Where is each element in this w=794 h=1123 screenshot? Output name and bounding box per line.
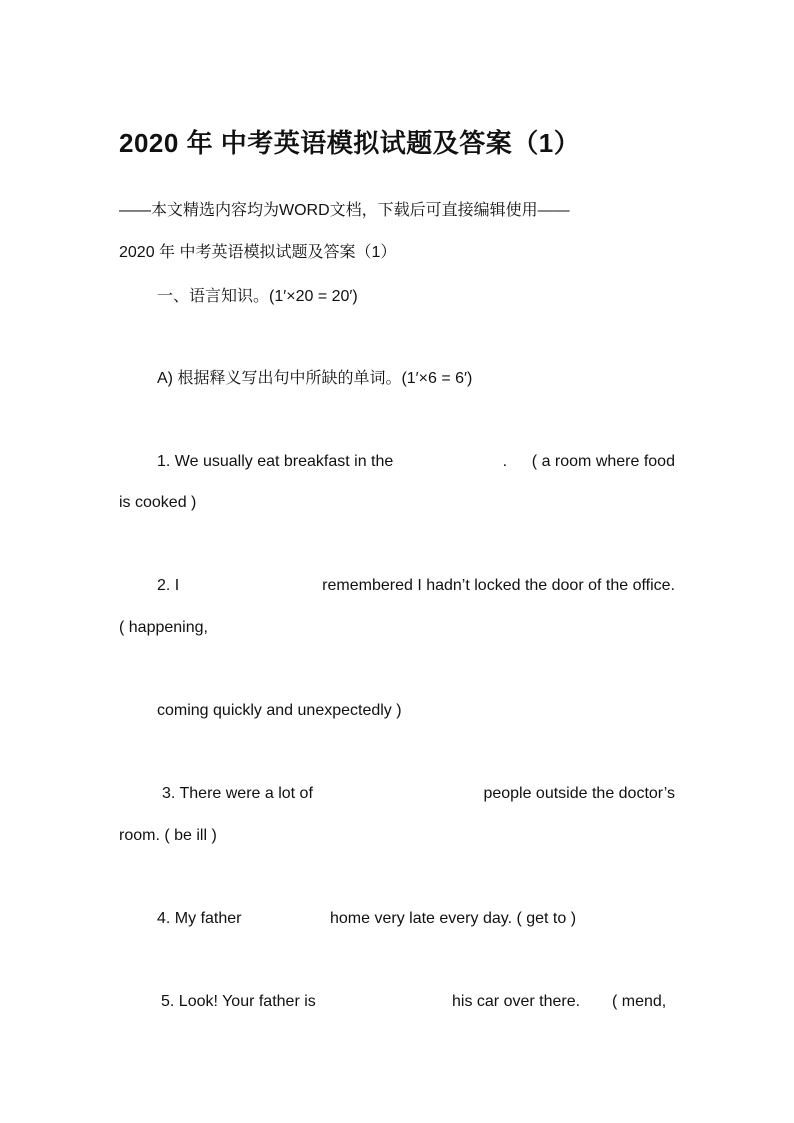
- document-notice: ——本文精选内容均为WORD文档，下载后可直接编辑使用——: [119, 202, 570, 219]
- document-title: 2020 年 中考英语模拟试题及答案（1）: [119, 128, 581, 158]
- question-3-text: 3. There were a lot of: [162, 785, 313, 802]
- question-5-hint: ( mend,: [612, 993, 667, 1010]
- question-3-after: people outside the doctor’s: [483, 785, 675, 802]
- question-5-after: his car over there.: [452, 993, 581, 1010]
- question-5-text: 5. Look! Your father is: [161, 993, 316, 1010]
- question-3-continuation: room. ( be ill ): [119, 827, 217, 844]
- section-heading: 一、语言知识。(1′×20 = 20′): [157, 288, 358, 305]
- question-3-line: [162, 784, 675, 804]
- question-1-text: 1. We usually eat breakfast in the: [157, 453, 394, 470]
- question-2-line: [157, 576, 675, 596]
- question-4-text: 4. My father: [157, 910, 242, 927]
- question-2-after: remembered I hadn’t locked the door of the office.: [322, 577, 675, 594]
- question-2-text: 2. I: [157, 577, 180, 594]
- question-1-line: [157, 452, 675, 472]
- question-1-period: .: [502, 453, 508, 470]
- question-4-after: home very late every day. ( get to ): [330, 910, 577, 927]
- question-1-hint: ( a room where food: [531, 453, 675, 470]
- document-subtitle: 2020 年 中考英语模拟试题及答案（1）: [119, 244, 397, 261]
- question-2-continuation: ( happening,: [119, 619, 208, 636]
- question-3-blank: [358, 797, 438, 798]
- part-a-heading: A) 根据释义写出句中所缺的单词。(1′×6 = 6′): [157, 370, 473, 387]
- question-1-continuation: is cooked ): [119, 494, 197, 511]
- question-2-continuation-2: coming quickly and unexpectedly ): [157, 702, 402, 719]
- question-2-blank: [211, 589, 291, 590]
- question-1-blank: [418, 465, 478, 466]
